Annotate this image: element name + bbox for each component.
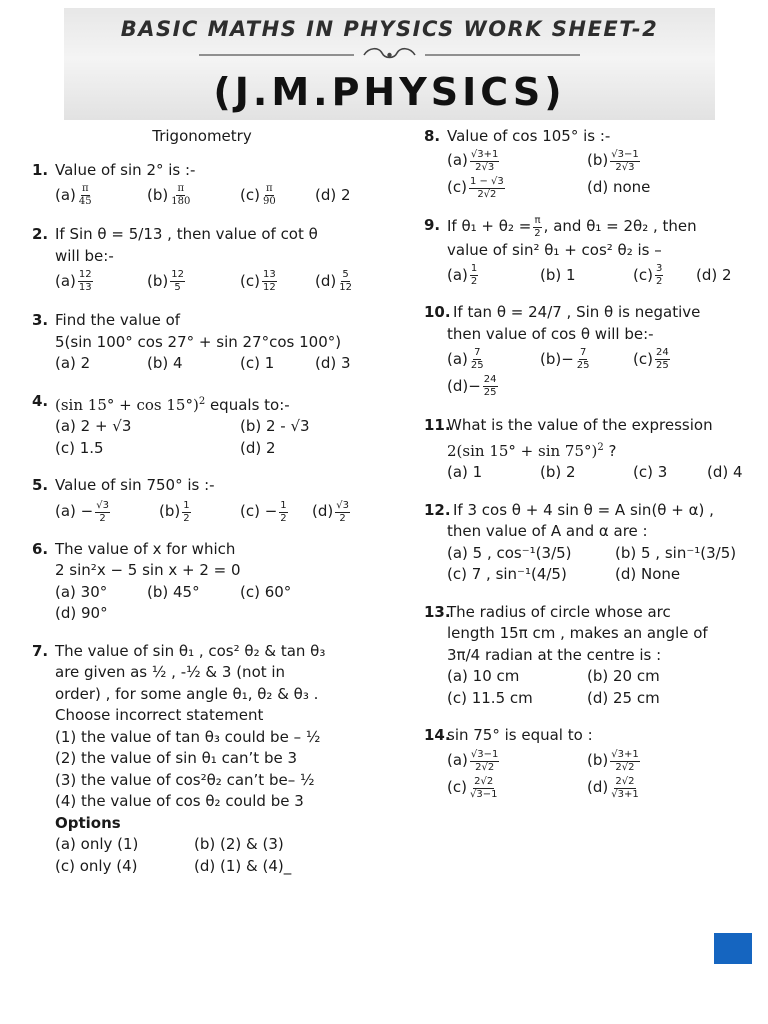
options-row (55, 183, 392, 208)
question-number: 2. (32, 225, 49, 243)
question-text-line-1: If tan θ = 24/7 , Sin θ is negative (453, 303, 701, 321)
option-b: (b) $\frac{√3+1}{2√2}$ (587, 748, 639, 773)
question-line: 3π/4 radian at the centre is : (447, 645, 662, 664)
question-line: order) , for some angle θ₁, θ₂ & θ₃ . (55, 684, 319, 703)
statement-3: (3) the value of cos²θ₂ can’t be– ½ (55, 770, 315, 789)
question-number: 14. (424, 726, 451, 744)
question-number: 4. (32, 391, 49, 410)
option-a: (a) $\frac{1}{2}$ (447, 263, 478, 287)
question-line: are given as ½ , -½ & 3 (not in (55, 663, 286, 681)
options-row (55, 834, 392, 856)
question-12 (424, 500, 760, 586)
option-b: (b) 2 (540, 463, 576, 481)
options-row (447, 374, 760, 399)
question-8 (424, 126, 760, 201)
option-c: (c) 3 (633, 463, 668, 481)
option-c: (c) 7 , sin⁻¹(4/5) (447, 565, 567, 583)
question-number: 3. (32, 311, 49, 329)
option-b: (b) $\frac{√3-1}{2√3}$ (587, 148, 639, 173)
options-row (447, 176, 760, 201)
question-number: 11. (424, 416, 451, 434)
question-text: sin 75° is equal to : (447, 726, 593, 744)
worksheet-title: BASIC MATHS IN PHYSICS WORK SHEET-2 (120, 17, 659, 41)
option-a: (a) $\frac{√3-1}{2√2}$ (447, 748, 499, 773)
options-row (447, 749, 760, 774)
option-a: (a) $\frac{\pi}{45}$ (55, 183, 92, 207)
options-row (447, 564, 760, 586)
option-c: (c) $\frac{13}{12}$ (240, 269, 276, 293)
question-text: Value of cos 105° is :- (447, 127, 611, 145)
option-c: (c) 1 (240, 354, 275, 372)
question-text-line-1: If Sin θ = 5/13 , then value of cot θ (55, 225, 318, 243)
option-c: (c) $\frac{24}{25}$ (633, 347, 669, 371)
options-row (447, 149, 760, 174)
option-d: (d) $\frac{2√2}{√3+1}$ (587, 775, 639, 800)
question-number: 9. (424, 215, 441, 234)
question-line: The value of sin θ₁ , cos² θ₂ & tan θ₃ (55, 641, 326, 660)
option-d: (d) 2 (315, 185, 351, 204)
question-text-line-2: 2(sin 15° + sin 75°)$^2$ ? (447, 441, 617, 460)
options-row (447, 776, 760, 801)
section-title: Trigonometry (152, 127, 252, 145)
option-d: (d) 2 (240, 438, 276, 457)
option-b: (b) 20 cm (587, 667, 660, 685)
question-number: 13. (424, 602, 451, 621)
option-b: (b) 4 (147, 354, 183, 372)
option-b: (b) 1 (540, 265, 576, 284)
option-b: (b) 2 - √3 (240, 417, 310, 435)
question-text-line-1: The value of x for which (55, 539, 236, 558)
question-text-line-2: value of sin² θ₁ + cos² θ₂ is – (447, 240, 662, 259)
question-text-line-2: then value of A and α are : (447, 522, 648, 540)
question-number: 1. (32, 160, 49, 179)
options-row (55, 856, 392, 878)
question-number: 5. (32, 476, 49, 494)
question-number: 10. (424, 303, 451, 321)
options-row (447, 543, 760, 565)
option-c: (c) 1.5 (55, 438, 104, 457)
option-d: (d) 2 (696, 265, 732, 284)
option-a: (a) 30° (55, 582, 108, 601)
question-1 (32, 160, 392, 209)
question-6 (32, 539, 392, 625)
option-d: (d) $\frac{5}{12}$ (315, 269, 352, 293)
question-text-line-2: 2 sin²x − 5 sin x + 2 = 0 (55, 561, 241, 579)
option-a: (a) only (1) (55, 835, 139, 853)
option-a: (a) 2 (55, 354, 91, 372)
options-row (447, 688, 760, 710)
question-3 (32, 310, 392, 375)
statement-1: (1) the value of tan θ₃ could be – ½ (55, 727, 321, 746)
option-b: (b) (2) & (3) (194, 835, 284, 853)
question-4 (32, 391, 392, 460)
options-row (447, 347, 760, 372)
option-a: (a) 5 , cos⁻¹(3/5) (447, 543, 572, 562)
option-d: (d) None (615, 565, 681, 583)
options-label: Options (55, 813, 121, 832)
option-a: (a) 10 cm (447, 667, 520, 685)
options-row (447, 462, 760, 484)
option-c: (c) $\frac{1 - √3}{2√2}$ (447, 175, 504, 200)
option-d: (d)− $\frac{24}{25}$ (447, 374, 497, 398)
option-b: (b)− $\frac{7}{25}$ (540, 347, 590, 371)
question-text-line-2: then value of cos θ will be:- (447, 324, 654, 343)
question-text-line-1: Find the value of (55, 311, 181, 329)
question-11 (424, 415, 760, 484)
option-a: (a) 2 + √3 (55, 417, 132, 435)
options-row (55, 353, 392, 375)
corner-color-block (714, 933, 752, 964)
header-banner (64, 8, 715, 120)
option-a: (a) $\frac{7}{25}$ (447, 347, 484, 371)
question-number: 12. (424, 500, 451, 519)
question-number: 7. (32, 641, 49, 660)
question-2 (32, 224, 392, 294)
option-c: (c) 60° (240, 582, 292, 601)
question-number: 8. (424, 127, 441, 145)
question-text-line-2: will be:- (55, 246, 114, 265)
option-c: (c) $\frac{\pi}{90}$ (240, 183, 276, 207)
question-text: Value of sin 750° is :- (55, 476, 215, 494)
option-c: (c) only (4) (55, 856, 138, 875)
options-row (447, 666, 760, 688)
options-row (55, 438, 392, 460)
question-text: Value of sin 2° is :- (55, 160, 196, 179)
question-5 (32, 475, 392, 525)
question-text-line-1: If 3 cos θ + 4 sin θ = A sin(θ + α) , (453, 500, 714, 519)
right-column (424, 126, 760, 801)
options-row (55, 603, 392, 625)
option-d: (d) 3 (315, 354, 351, 372)
option-a: (a) $\frac{12}{13}$ (55, 269, 92, 293)
option-c: (c) − $\frac{1}{2}$ (240, 499, 287, 524)
question-9 (424, 215, 760, 289)
option-d: (d) 90° (55, 604, 108, 622)
option-d: (d) 4 (707, 463, 743, 481)
question-text-line-1: If θ₁ + θ₂ = $\frac{\pi}{2}$ , and θ₁ = 2θ₂ , then (447, 214, 697, 239)
options-row (55, 582, 392, 604)
option-a: (a) − $\frac{√3}{2}$ (55, 499, 109, 524)
options-row (447, 263, 760, 288)
option-b: (b) 45° (147, 582, 200, 601)
question-text-line-2: 5(sin 100° cos 27° + sin 27°cos 100°) (55, 332, 342, 351)
question-10 (424, 302, 760, 399)
statement-2: (2) the value of sin θ₁ can’t be 3 (55, 749, 298, 767)
option-d: (d) none (587, 178, 651, 197)
question-13 (424, 602, 760, 710)
option-d: (d) $\frac{√3}{2}$ (312, 499, 349, 524)
option-d: (d) (1) & (4)_ (194, 856, 292, 875)
question-14 (424, 725, 760, 801)
option-b: (b) $\frac{1}{2}$ (159, 499, 190, 524)
option-b: (b) $\frac{\pi}{180}$ (147, 183, 191, 207)
statement-4: (4) the value of cos θ₂ could be 3 (55, 792, 304, 810)
question-text-line-1: What is the value of the expression (447, 416, 713, 434)
options-row (55, 416, 392, 438)
worksheet-subtitle: (J.M.PHYSICS) (213, 70, 566, 114)
question-line: Choose incorrect statement (55, 706, 264, 724)
question-7 (32, 641, 392, 878)
ornament-divider-icon (64, 46, 715, 64)
option-a: (a) 1 (447, 463, 483, 481)
question-line: length 15π cm , makes an angle of (447, 624, 708, 642)
question-number: 6. (32, 539, 49, 558)
option-c: (c) 11.5 cm (447, 688, 533, 707)
options-row (55, 500, 392, 525)
option-b: (b) $\frac{12}{5}$ (147, 269, 184, 293)
question-line: The radius of circle whose arc (447, 602, 671, 621)
option-a: (a) $\frac{√3+1}{2√3}$ (447, 148, 499, 173)
question-text: (sin 15° + cos 15°)$^2$ equals to:- (55, 395, 290, 414)
option-c: (c) $\frac{3}{2}$ (633, 263, 663, 287)
options-row (55, 269, 392, 294)
option-c: (c) $\frac{2√2}{√3-1}$ (447, 775, 498, 800)
option-d: (d) 25 cm (587, 688, 660, 707)
option-b: (b) 5 , sin⁻¹(3/5) (615, 543, 737, 562)
left-column (32, 126, 392, 877)
